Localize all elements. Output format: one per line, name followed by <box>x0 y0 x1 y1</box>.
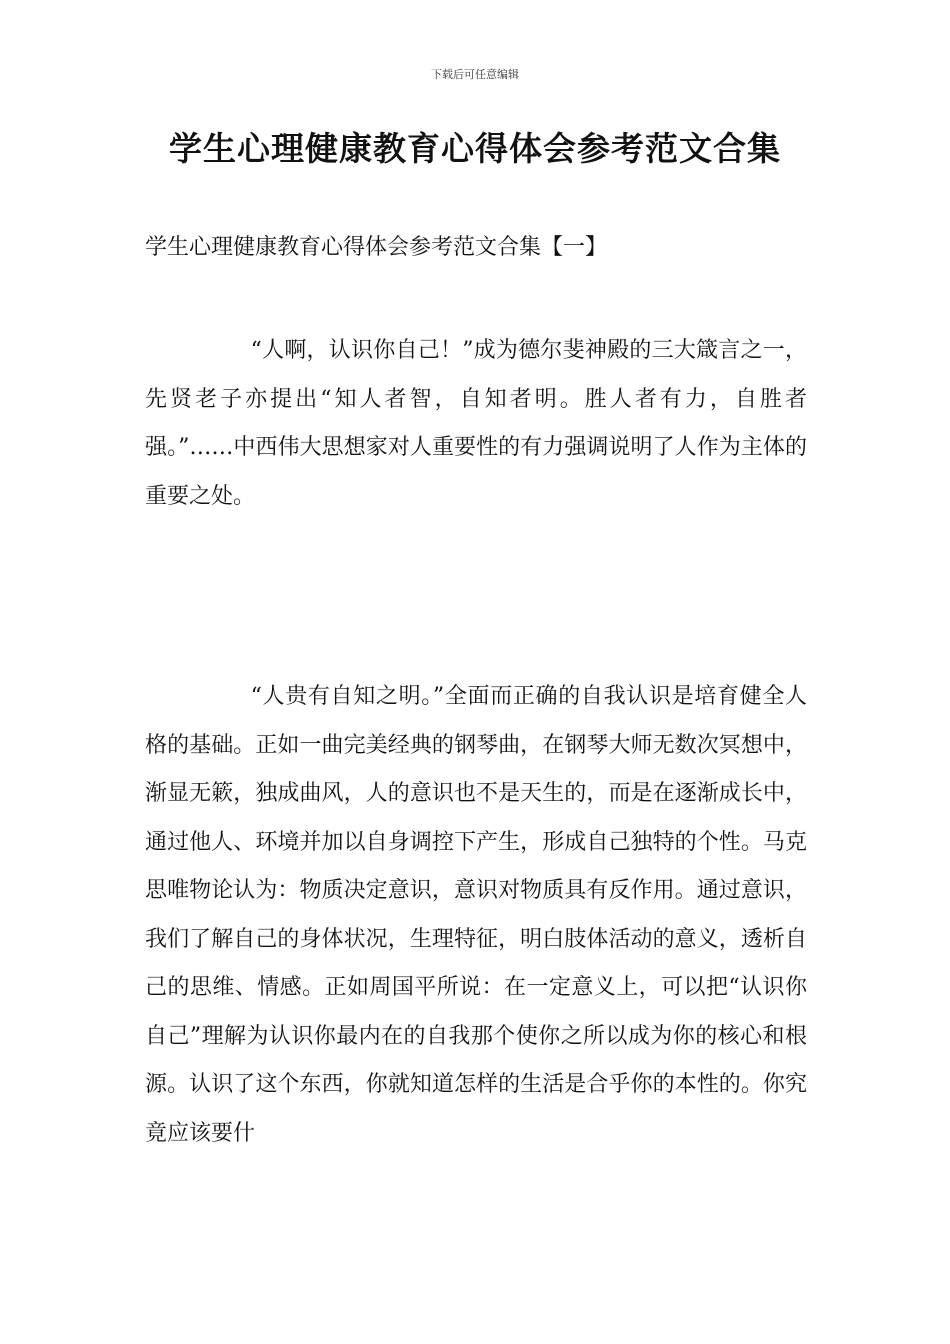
paragraph-1: “人啊，认识你自己！”成为德尔斐神殿的三大箴言之一，先贤老子亦提出“知人者智，自知者明。胜人者有力，自胜者强。”……中西伟大思想家对人重要性的有力强调说明了人作为主体的重要之处。 <box>145 338 807 509</box>
section-heading: 学生心理健康教育心得体会参考范文合集【一】 <box>145 235 608 260</box>
document-title: 学生心理健康教育心得体会参考范文合集 <box>169 129 781 168</box>
header-note: 下载后可任意编辑 <box>431 68 519 81</box>
paragraph-2: “人贵有自知之明。”全面而正确的自我认识是培育健全人格的基础。正如一曲完美经典的钢琴曲，在钢琴大师无数次冥想中，渐显无簌，独成曲风，人的意识也不是天生的，而是在逐渐成长中，通过他人、环境并加以自身调控下产生，形成自己独特的个性。马克思唯物论认为：物质决定意识，意识对物质具有反作用。通过意识，我们了解自己的身体状况，生理特征，明白肢体活动的意义，透析自己的思维、情感。正如周国平所说：在一定意义上，可以把“认识你自己”理解为认识你最内在的自我那个使你之所以成为你的核心和根源。认识了这个东西，你就知道怎样的生活是合乎你的本性的。你究竟应该要什 <box>145 684 807 1146</box>
